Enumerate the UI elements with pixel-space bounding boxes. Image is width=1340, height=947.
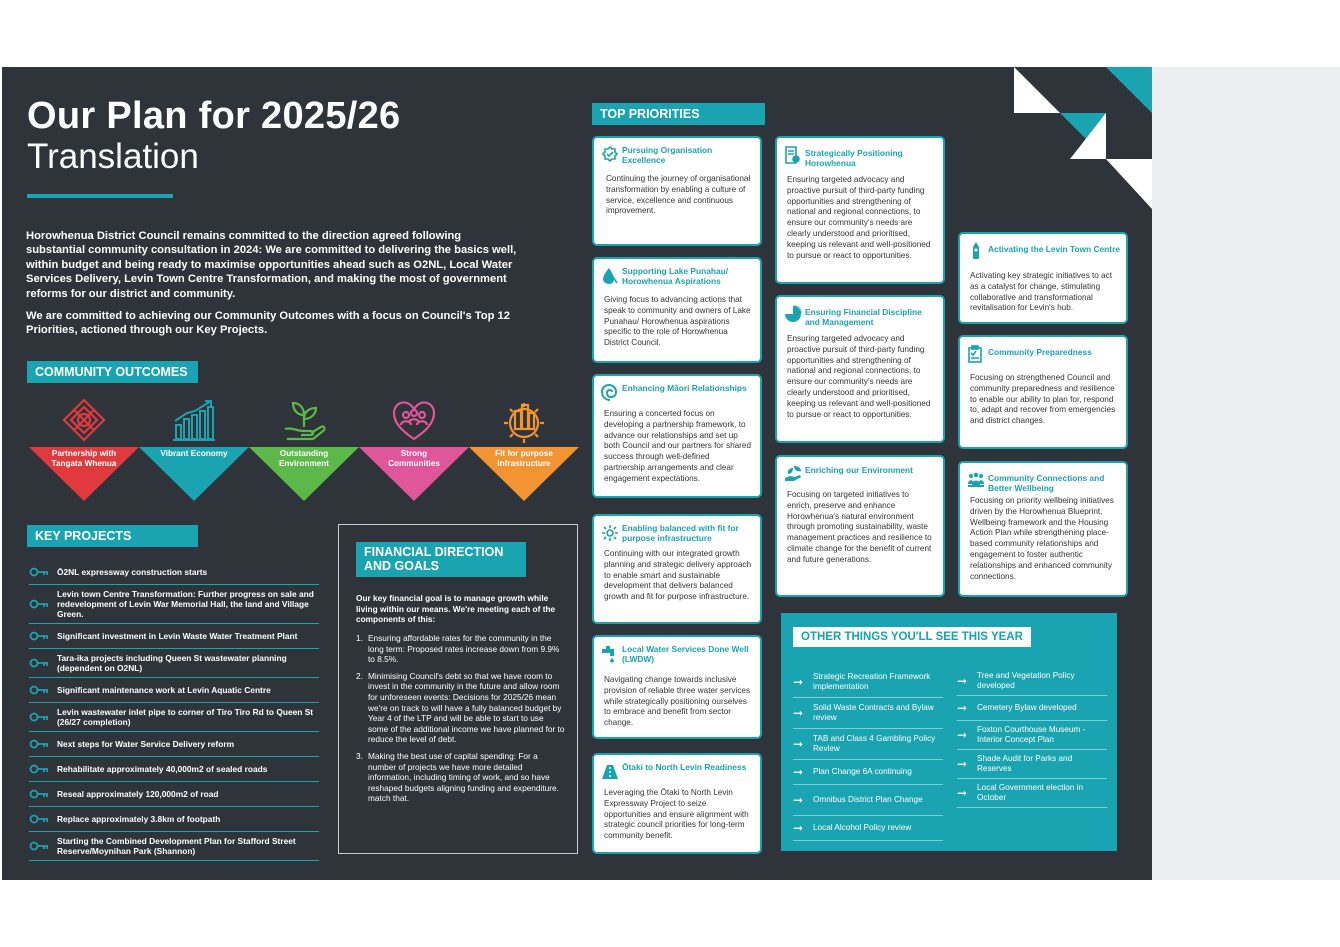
title-divider — [27, 194, 173, 198]
arrow-right-icon: ➞ — [793, 706, 804, 720]
list-item: Replace approximately 3.8km of footpath — [29, 807, 319, 832]
priority-card: Local Water Services Done Well (LWDW) Navigating change towards inclusive provision of reliable three water services while strategically positioning ourselves to embrace and benefit from sector change. — [592, 635, 762, 739]
outcome-environment — [249, 397, 359, 507]
intro-text — [26, 229, 522, 346]
priority-card: Ōtaki to North Levin Readiness Leveraging the Ōtaki to North Levin Expressway Project to seize opportunities and ensure alignment with strategic council priorities for long-term community benefit. — [592, 753, 762, 854]
list-item: ➞ Local Government election in October — [957, 779, 1107, 808]
key-icon — [29, 630, 49, 642]
other-things-left-column — [793, 667, 943, 841]
intro-paragraph-1: Horowhenua District Council remains committed to the direction agreed following substantial community consultation in 2024: We are committed to delivering the basics well, within budget and being ready to maximise opportunities ahead such as O2NL, Local Water Services Delivery, Levin Town Centre Transformation, and making the most of government reforms for our district and community. — [26, 230, 517, 300]
priority-card: Strategically Positioning Horowhenua Ensuring targeted advocacy and proactive pursuit of third-party funding opportunities and strengthening of national and regional connections, to ensure our community's needs are clearly understood and prioritised, keeping us relevant and well-positioned to pursue or react to opportunities. — [775, 136, 945, 284]
outcome-partnership — [29, 397, 139, 507]
list-item: ➞ Shade Audit for Parks and Reserves — [957, 750, 1107, 779]
other-things-heading: OTHER THINGS YOU'LL SEE THIS YEAR — [793, 627, 1031, 647]
document-icon — [784, 146, 802, 164]
list-item: Starting the Combined Development Plan for Stafford Street Reserve/Moynihan Park (Shannon) — [29, 832, 319, 861]
priority-card: Pursuing Organisation Excellence Continuing the journey of organisational transformation by enabling a culture of service, excellence and continuous improvement. — [592, 136, 762, 246]
list-item: ➞ Tree and Vegetation Policy developed — [957, 667, 1107, 696]
priority-card: Ensuring Financial Discipline and Management Ensuring targeted advocacy and proactive pursuit of third-party funding opportunities and strengthening of national and regional connections, to ensure our community's needs are clearly understood and prioritised, keeping us relevant and well-positioned to pursue or react to opportunities. — [775, 295, 945, 443]
pie-chart-icon — [784, 305, 802, 323]
outcome-label: Fit for purpose Infrastructure — [495, 449, 553, 468]
community-outcomes — [29, 397, 579, 507]
list-item: Rehabilitate approximately 40,000m2 of sealed roads — [29, 757, 319, 782]
outcome-label: Partnership with Tangata Whenua — [51, 449, 117, 468]
arrow-right-icon: ➞ — [793, 675, 804, 689]
side-margin — [1152, 67, 1340, 880]
list-item: Levin wastewater inlet pipe to corner of Tiro Tiro Rd to Queen St (26/27 completion) — [29, 703, 319, 732]
top-priorities-heading: TOP PRIORITIES — [592, 103, 765, 125]
list-item: ➞ Solid Waste Contracts and Bylaw review — [793, 698, 943, 729]
list-item: ➞ Local Alcohol Policy review — [793, 816, 943, 841]
hand-leaf-icon — [784, 465, 802, 483]
list-item: ➞ Cemetery Bylaw developed — [957, 696, 1107, 721]
priority-card: Community Connections and Better Wellbeing Focusing on priority wellbeing initiatives driven by the Horowhenua Blueprint, Wellbeing framework and the Housing Action Plan while strengthening place-based community relationships and engagement to foster authentic relationships and enhanced community connections. — [958, 461, 1128, 597]
priority-card: Enhancing Māori Relationships Ensuring a concerted focus on developing a partnership framework, to advance our relationships and set up both Council and our partners for shared success through well-defined partnership arrangements and clear engagement expectations. — [592, 374, 762, 498]
arrow-right-icon: ➞ — [793, 765, 804, 779]
arrow-right-icon: ➞ — [793, 793, 804, 807]
priority-card: Community Preparedness Focusing on strengthened Council and community preparedness and resilience to enable our ability to plan for, respond to, adapt and recover from emergencies and district changes. — [958, 335, 1128, 449]
key-icon — [29, 788, 49, 800]
arrow-right-icon: ➞ — [957, 674, 968, 688]
outcome-strong-communities — [359, 397, 469, 507]
list-item: Significant investment in Levin Waste Water Treatment Plant — [29, 624, 319, 649]
key-icon — [29, 566, 49, 578]
arrow-right-icon: ➞ — [957, 701, 968, 715]
people-heart-icon — [391, 397, 437, 443]
list-item: 3. Making the best use of capital spending: For a number of projects we have more detailed information, including timing of work, and so have reshaped budgets aligning funding and expenditure. match that. — [356, 750, 559, 804]
key-projects-heading: KEY PROJECTS — [27, 525, 198, 547]
people-icon — [967, 471, 985, 489]
other-things-panel — [781, 613, 1117, 851]
outcome-infrastructure — [469, 397, 579, 507]
knot-icon — [61, 397, 107, 443]
list-item: 1. Ensuring affordable rates for the community in the long term: Proposed rates increase down from 9.9% to 8.5%. — [356, 633, 560, 665]
page-title: Our Plan for 2025/26 — [27, 95, 401, 137]
arrow-right-icon: ➞ — [793, 821, 804, 835]
key-icon — [29, 711, 49, 723]
gear-icon — [601, 524, 619, 542]
key-projects-list — [29, 560, 319, 861]
key-icon — [29, 840, 49, 852]
key-icon — [29, 598, 49, 610]
plan-poster — [2, 67, 1152, 880]
financial-lead: Our key financial goal is to manage growth while living within our means. We're meeting each of the components of this: — [356, 593, 556, 625]
list-item: Next steps for Water Service Delivery reform — [29, 732, 319, 757]
road-icon — [601, 763, 619, 781]
list-item: 2. Minimising Council's debt so that we have room to invest in the community in the future and allow room for unforeseen events: Decisions for 2025/26 mean we're on track to will have a fully balanced budget by Year 4 of the LTP and will be able to start to use some of the additional income we have planned for to reduce the level of debt. — [356, 670, 565, 745]
bar-chart-icon — [171, 397, 217, 443]
gear-buildings-icon — [501, 397, 547, 443]
outcome-label: Strong Communities — [388, 449, 440, 468]
outcome-vibrant-economy — [139, 397, 249, 507]
list-item: ➞ Foxton Courthouse Museum - Interior Concept Plan — [957, 721, 1107, 750]
other-things-right-column — [957, 667, 1107, 808]
list-item: Reseal approximately 120,000m2 of road — [29, 782, 319, 807]
community-outcomes-heading: COMMUNITY OUTCOMES — [27, 361, 198, 383]
water-drop-icon — [601, 267, 619, 285]
priority-card: Supporting Lake Punahau/ Horowhenua Aspirations Giving focus to advancing actions that speak to community and owners of Lake Punahau/ Horowhenua aspirations specific to the role of Horowhenua District Council. — [592, 257, 762, 363]
key-icon — [29, 657, 49, 669]
list-item: ➞ Plan Change 6A continuing — [793, 760, 943, 785]
arrow-right-icon: ➞ — [957, 786, 968, 800]
seedling-hand-icon — [281, 397, 327, 443]
tap-icon — [601, 645, 619, 663]
list-item: Tara-ika projects including Queen St wastewater planning (dependent on O2NL) — [29, 649, 319, 678]
list-item: Ō2NL expressway construction starts — [29, 560, 319, 585]
page-subtitle: Translation — [27, 137, 199, 176]
koru-icon — [601, 384, 619, 402]
list-item: ➞ Omnibus District Plan Change — [793, 785, 943, 816]
financial-heading: FINANCIAL DIRECTION AND GOALS — [356, 542, 526, 577]
list-item: Levin town Centre Transformation: Further progress on sale and redevelopment of Levin War Memorial Hall, the land and Village Green. — [29, 585, 319, 624]
clipboard-icon — [967, 345, 985, 363]
arrow-right-icon: ➞ — [957, 757, 968, 771]
key-icon — [29, 813, 49, 825]
key-icon — [29, 738, 49, 750]
priority-card: Activating the Levin Town Centre Activating key strategic initiatives to act as a catalyst for change, stimulating collaborative and transformational revitalisation for Levin's hub. — [958, 232, 1128, 324]
financial-direction-box — [338, 524, 578, 854]
key-icon — [29, 763, 49, 775]
arrow-right-icon: ➞ — [793, 737, 804, 751]
key-icon — [29, 684, 49, 696]
intro-paragraph-2: We are committed to achieving our Community Outcomes with a focus on Council's Top 12 Priorities, actioned through our Key Projects. — [26, 310, 510, 337]
list-item: ➞ Strategic Recreation Framework implementation — [793, 667, 943, 698]
arrow-right-icon: ➞ — [957, 728, 968, 742]
priority-card: Enabling balanced with fit for purpose infrastructure Continuing with our integrated growth planning and strategic delivery approach to enable smart and sustainable development that delivers balanced growth and fit for purpose infrastructure. — [592, 514, 762, 624]
outcome-label: Vibrant Economy — [160, 449, 228, 458]
list-item: ➞ TAB and Class 4 Gambling Policy Review — [793, 729, 943, 760]
financial-goals-list — [356, 633, 566, 810]
clock-tower-icon — [967, 242, 985, 260]
list-item: Significant maintenance work at Levin Aquatic Centre — [29, 678, 319, 703]
decorative-triangles — [1010, 67, 1152, 209]
priority-card: Enriching our Environment Focusing on targeted initiatives to enrich, preserve and enhance Horowhenua's natural environment through promoting sustainability, waste management practices and resilience to climate change for the benefit of current and future generations. — [775, 455, 945, 597]
outcome-label: Outstanding Environment — [278, 449, 330, 468]
check-badge-icon — [601, 146, 619, 164]
